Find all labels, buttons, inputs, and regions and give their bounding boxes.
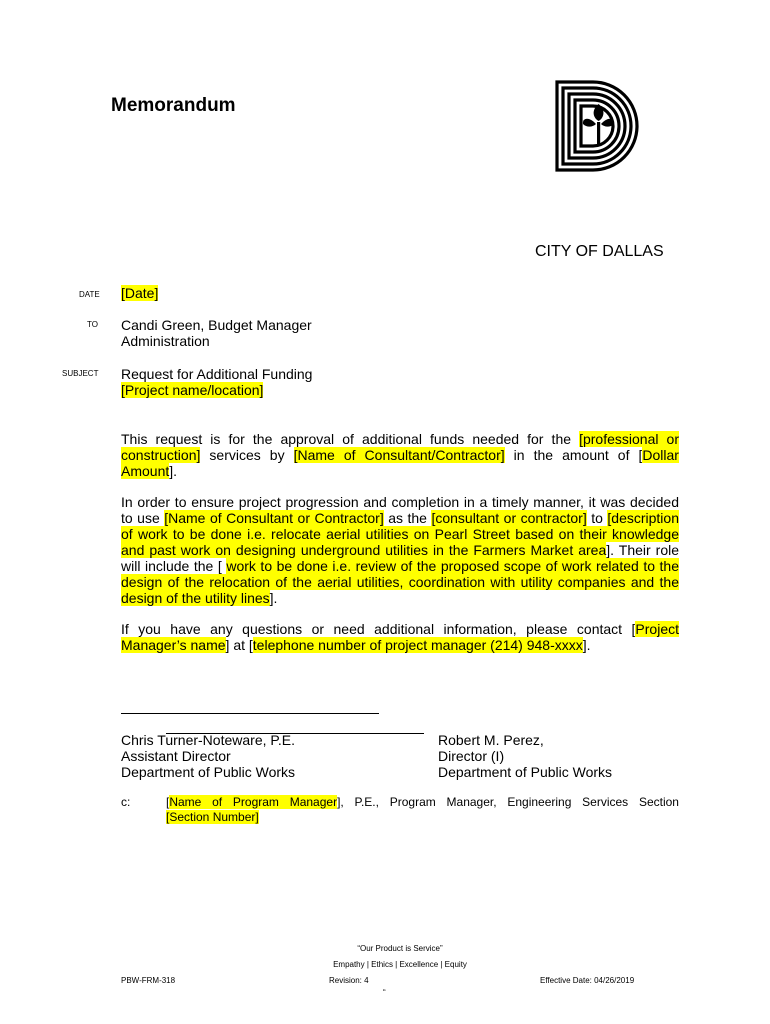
text-segment: In order to ensure project progression and completion in a timely manner, it was decided to use — [121, 494, 679, 526]
body-paragraph-3 — [121, 621, 679, 653]
subject-line: Request for Additional Funding — [121, 366, 313, 382]
highlighted-placeholder: Name of Program Manager — [169, 795, 338, 809]
cc-label: c: — [121, 795, 131, 809]
text-segment: ]. — [269, 590, 278, 606]
signer-left-title: Assistant Director — [121, 748, 231, 764]
footer-mark: “ — [383, 988, 386, 997]
highlighted-placeholder: work to be done i.e. review of the proposed scope of work related to the design of the relocation of the aerial utilities, coordination with utility companies and the design of the utility lines — [121, 558, 680, 606]
date-value: [Date] — [121, 285, 159, 301]
memo-title: Memorandum — [111, 95, 236, 116]
highlighted-placeholder: telephone number of project manager (214) 948-xxxx — [252, 637, 583, 653]
signer-right-name: Robert M. Perez, — [438, 732, 544, 748]
to-label: TO — [87, 320, 98, 329]
subject-project: [Project name/location] — [121, 382, 264, 398]
to-department: Administration — [121, 333, 210, 349]
highlighted-placeholder: [professional or construction] — [121, 431, 680, 463]
text-segment: as the — [383, 510, 432, 526]
cc-line — [166, 795, 679, 810]
signer-right-title: Director (I) — [438, 748, 505, 764]
text-segment: ] at [ — [225, 637, 253, 653]
footer-revision: Revision: 4 — [329, 976, 369, 985]
signer-left-name: Chris Turner-Noteware, P.E. — [121, 732, 296, 748]
text-segment: ]. Their role will include the [ — [121, 542, 679, 574]
text-segment: [ — [166, 795, 170, 809]
city-of-dallas-logo-icon — [555, 80, 645, 172]
text-segment: in the amount of [ — [504, 447, 643, 463]
highlighted-placeholder: Dollar Amount — [121, 447, 679, 479]
footer-form-number: PBW-FRM-318 — [121, 976, 176, 985]
to-recipient: Candi Green, Budget Manager — [121, 317, 312, 333]
signature-line-left — [121, 713, 379, 714]
text-segment: ]. — [582, 637, 591, 653]
highlighted-placeholder: [Name of Consultant or Contractor] — [164, 510, 384, 526]
text-segment: If you have any questions or need additional information, please contact [ — [121, 621, 636, 637]
text-segment: ], P.E., Program Manager, Engineering Services Section — [337, 795, 679, 809]
subject-label: SUBJECT — [62, 369, 99, 378]
highlighted-placeholder: Project Manager’s name — [121, 621, 679, 653]
organization-name: CITY OF DALLAS — [535, 243, 664, 260]
highlighted-placeholder: [consultant or contractor] — [431, 510, 587, 526]
body-paragraph-2 — [121, 494, 679, 606]
footer-values: Empathy | Ethics | Excellence | Equity — [333, 960, 467, 969]
signer-right-department: Department of Public Works — [438, 764, 613, 780]
cc-section: [Section Number] — [166, 810, 259, 824]
signer-left-department: Department of Public Works — [121, 764, 296, 780]
text-segment: to — [586, 510, 608, 526]
body-paragraph-1 — [121, 431, 679, 479]
text-segment: This request is for the approval of additional funds needed for the — [121, 431, 580, 447]
text-segment: ]. — [169, 463, 178, 479]
highlighted-placeholder: [description of work to be done i.e. relocate aerial utilities on Pearl Street based on their knowledge and past work on designing underground utilities in the Farmers Market area — [121, 510, 679, 558]
footer-motto: “Our Product is Service” — [357, 944, 443, 953]
highlighted-placeholder: [Name of Consultant/Contractor] — [293, 447, 505, 463]
text-segment: services by — [200, 447, 294, 463]
date-label: DATE — [79, 290, 100, 299]
footer-effective-date: Effective Date: 04/26/2019 — [540, 976, 635, 985]
